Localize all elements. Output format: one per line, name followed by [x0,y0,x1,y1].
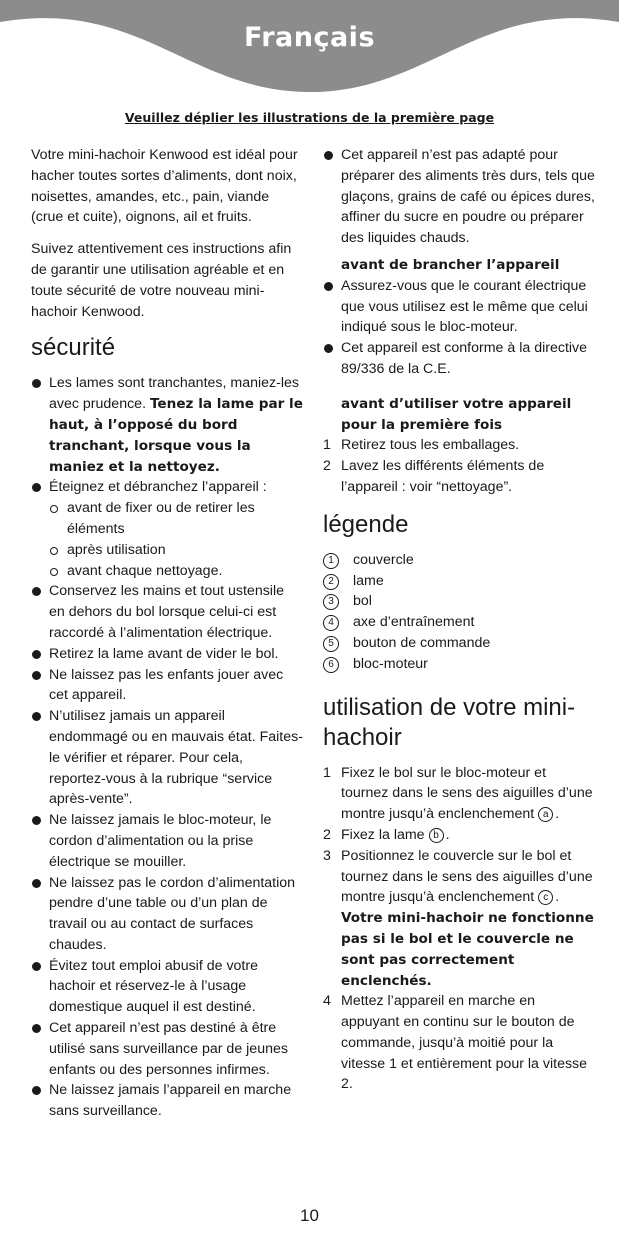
safety-list-continued [323,145,595,249]
legend-item [323,591,595,612]
before-plugging-item: Cet appareil est conforme à la directive 89/336 de la C.E. [323,338,595,380]
safety-heading: sécurité [31,334,116,362]
language-title: Français [243,22,376,53]
safety-item: N’utilisez jamais un appareil endommagé ou en mauvais état. Faites-le vérifier et réparer. Pour cela, reportez-vous à la rubrique “service après-vente”. [31,706,303,810]
step-text: Positionnez le couvercle sur le bol et tournez dans le sens des aiguilles d’une montre jusqu’à enclenchement [341,847,593,906]
step-text: Fixez la lame [341,826,425,843]
left-column [31,145,303,1122]
safety-item: Ne laissez pas les enfants jouer avec cet appareil. [31,665,303,707]
fold-out-instruction: Veuillez déplier les illustrations de la première page [124,110,495,125]
usage-step: 1 Fixez le bol sur le bloc-moteur et tournez dans le sens des aiguilles d’une montre jusqu’à enclenchement a . [323,764,593,823]
safety-item: Évitez tout emploi abusif de votre hachoir et réservez-le à l’usage domestique auquel il est destiné. [31,956,303,1018]
legend-label: lame [353,572,384,589]
step-number: 4 [323,993,331,1010]
usage-heading: utilisation de votre mini-hachoir [323,693,576,751]
safety-subitem: après utilisation [31,540,303,561]
safety-list [31,373,303,1122]
legend-number-circle: 3 [323,594,339,610]
safety-item: Ne laissez jamais l’appareil en marche sans surveillance. [31,1080,303,1122]
legend-label: bouton de commande [353,634,491,651]
legend-item [323,612,595,633]
usage-step [323,991,595,1095]
legend-item [323,571,595,592]
page-number: 10 [300,1206,319,1225]
safety-item: Conservez les mains et tout ustensile en dehors du bol lorsque celui-ci est raccordé à l’alimentation électrique. [31,581,303,643]
figure-ref-circle: b [429,828,444,843]
usage-step: 3 Positionnez le couvercle sur le bol et tournez dans le sens des aiguilles d’une montre jusqu’à enclenchement c . Votre mini-hachoir ne fonctionne pas si le bol et le couvercle ne sont pas correctement enclenchés. [323,846,595,992]
before-plugging-item: Assurez-vous que le courant électrique que vous utilisez est le même que celui indiqué sous le bloc-moteur. [323,276,595,338]
step-item [323,456,595,498]
intro-paragraph-1: Votre mini-hachoir Kenwood est idéal pour hacher toutes sortes d’aliments, dont noix, noisettes, amandes, etc., pain, viande (crue et cuite), oignons, ail et fruits. [31,147,298,226]
legend-number-circle: 6 [323,657,339,673]
usage-warning-bold: Votre mini-hachoir ne fonctionne pas si le bol et le couvercle ne sont pas correctement enclenchés. [341,910,594,989]
legend-number-circle: 5 [323,636,339,652]
safety-item: Cet appareil n’est pas adapté pour préparer des aliments très durs, tels que glaçons, grains de café ou épices dures, affiner du sucre en poudre ou préparer des liquides chauds. [323,145,595,249]
step-text: Retirez tous les emballages. [341,437,520,454]
legend-item [323,633,595,654]
safety-item: Retirez la lame avant de vider le bol. [31,644,303,665]
safety-item: Ne laissez pas le cordon d’alimentation pendre d’une table ou d’un plan de travail ou au contact de surfaces chaudes. [31,873,303,956]
safety-item: Éteignez et débranchez l’appareil : [31,477,303,498]
legend-item [323,654,595,675]
before-first-use-heading: avant d’utiliser votre appareil pour la première fois [341,395,572,433]
legend-number-circle: 4 [323,615,339,631]
safety-item: Ne laissez jamais le bloc-moteur, le cordon d’alimentation ou la prise électrique se mouiller. [31,810,303,872]
before-plugging-list [323,276,595,380]
legend-label: bol [353,593,372,610]
legend-number-circle: 1 [323,553,339,569]
legend-number-circle: 2 [323,574,339,590]
language-banner [0,0,619,110]
safety-item-text: Les lames sont tranchantes, maniez-les avec prudence. [49,375,299,413]
before-plugging-heading: avant de brancher l’appareil [341,256,560,273]
usage-step: 2 Fixez la lame b . [323,825,595,846]
step-text: Mettez l’appareil en marche en appuyant en continu sur le bouton de commande, jusqu’à moitié pour la vitesse 1 et entièrement pour la vitesse 2. [341,993,588,1093]
step-number: 1 [323,437,331,454]
legend-item [323,550,595,571]
intro-paragraph-2: Suivez attentivement ces instructions afin de garantir une utilisation agréable et en toute sécurité de votre nouveau mini-hachoir Kenwood. [31,241,292,320]
step-number: 2 [323,458,331,475]
safety-warning-bold: Tenez la lame par le haut, à l’opposé du bord tranchant, lorsque vous la maniez et la nettoyez. [49,396,303,475]
step-number: 1 [323,764,331,781]
legend-list [323,550,595,675]
legend-label: axe d’entraînement [353,614,475,631]
step-text: Lavez les différents éléments de l’appareil : voir “nettoyage”. [341,458,545,495]
figure-ref-circle: c [538,890,553,905]
before-first-use-steps [323,435,595,497]
safety-item: Cet appareil n’est pas destiné à être utilisé sans surveillance par de jeunes enfants ou des personnes infirmes. [31,1018,303,1080]
step-text: Fixez le bol sur le bloc-moteur et tournez dans le sens des aiguilles d’une montre jusqu’à enclenchement [341,764,593,823]
legend-label: couvercle [353,551,414,568]
step-item [323,435,595,456]
step-number: 2 [323,826,331,843]
usage-steps [323,763,595,1096]
legend-heading: légende [323,510,409,538]
safety-item [31,373,303,477]
step-number: 3 [323,847,331,864]
safety-subitem: avant chaque nettoyage. [31,561,303,582]
figure-ref-circle: a [538,807,553,822]
right-column [323,145,595,1095]
safety-subitem: avant de fixer ou de retirer les éléments [31,498,303,540]
legend-label: bloc-moteur [353,655,428,672]
